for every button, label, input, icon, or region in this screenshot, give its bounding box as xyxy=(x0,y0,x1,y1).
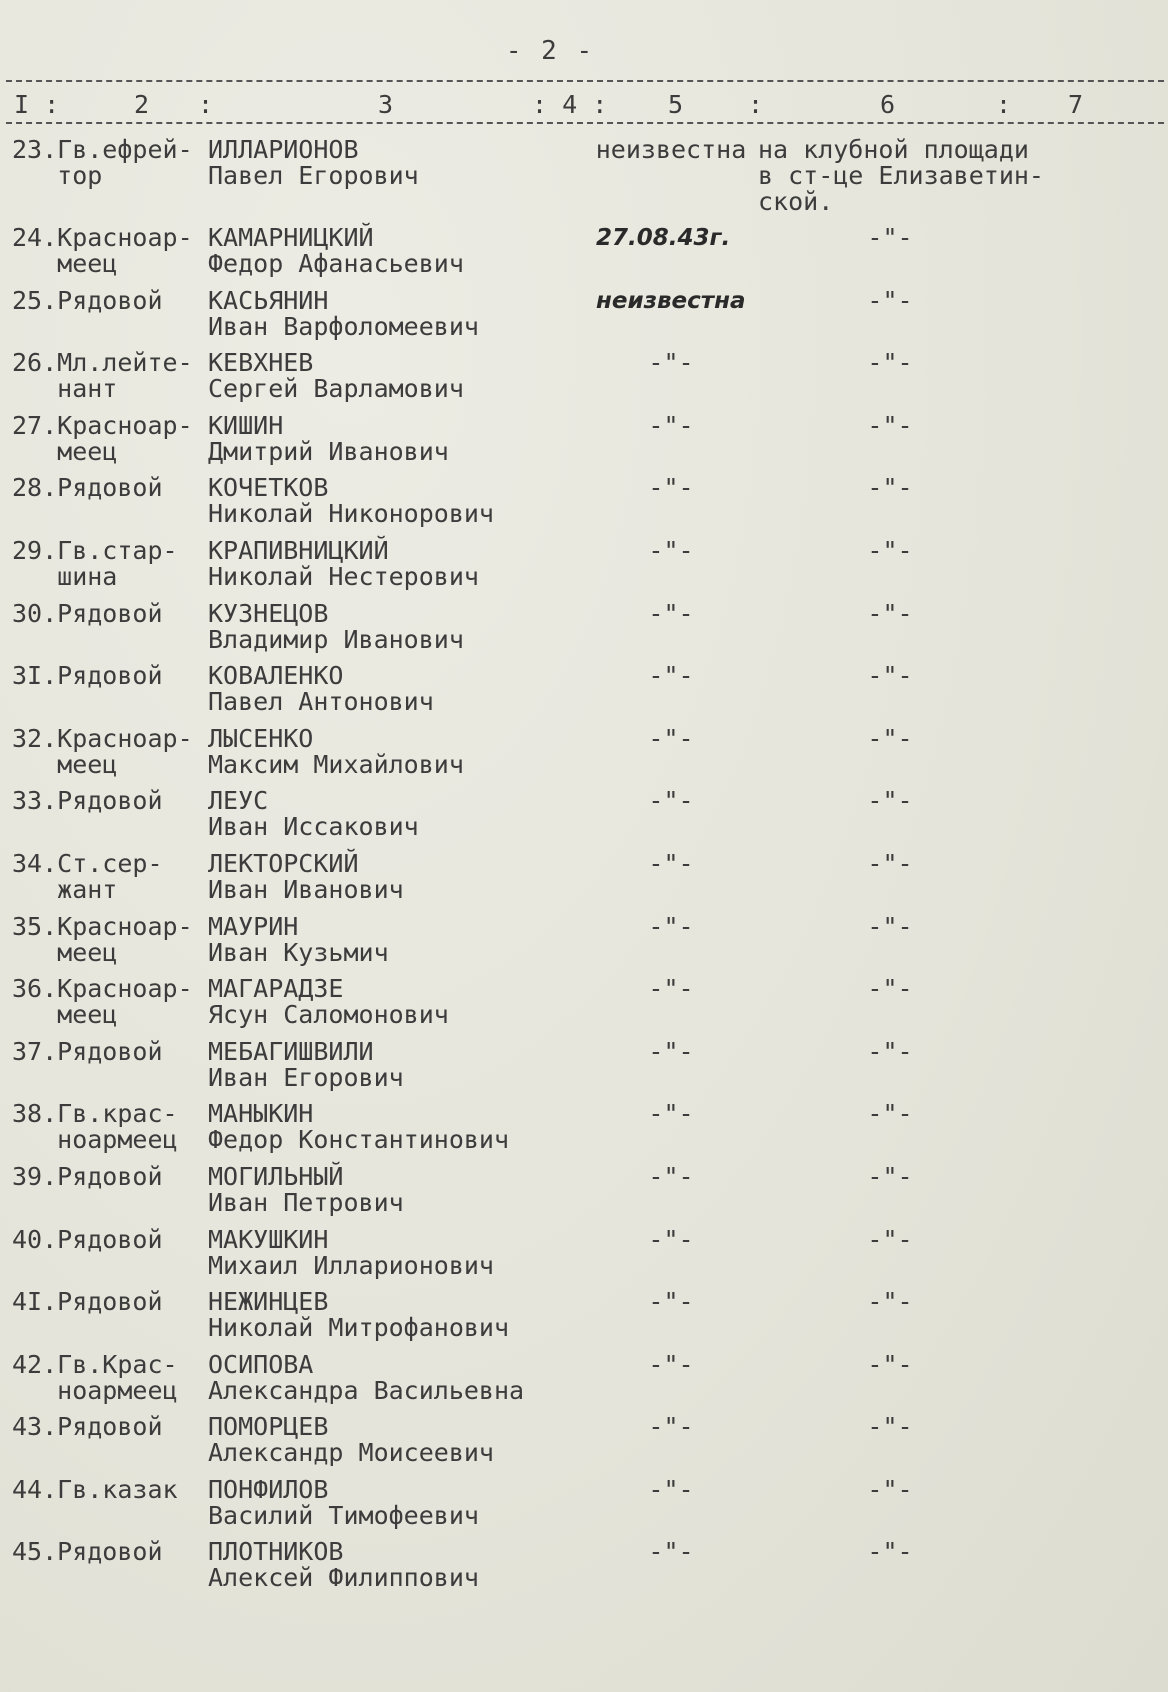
table-row xyxy=(0,598,1168,664)
rank-cell: 23.Гв.ефрей- тор xyxy=(12,135,193,190)
burial-place-cell: -"- xyxy=(867,1161,913,1191)
burial-place-cell: -"- xyxy=(867,473,913,503)
rank-cell: 25.Рядовой xyxy=(12,285,163,315)
date-cell: -"- xyxy=(648,911,694,941)
date-cell: неизвестна xyxy=(595,135,747,164)
date-cell: -"- xyxy=(648,348,694,378)
name-cell: МЕБАГИШВИЛИ Иван Егорович xyxy=(208,1036,404,1092)
date-cell: -"- xyxy=(648,1287,694,1317)
name-cell: МАНЫКИН Федор Константинович xyxy=(208,1099,510,1155)
rank-cell: 43.Рядовой xyxy=(12,1412,163,1442)
rank-cell: 24.Красноар- меец xyxy=(12,223,193,278)
table-row xyxy=(0,535,1168,601)
date-cell: -"- xyxy=(648,974,694,1004)
rank-cell: 36.Красноар- меец xyxy=(12,974,193,1030)
table-row xyxy=(0,911,1168,977)
name-cell: НЕЖИНЦЕВ Николай Митрофанович xyxy=(208,1287,510,1343)
table-row xyxy=(0,1036,1168,1102)
rank-cell: 3I.Рядовой xyxy=(12,661,163,691)
col-header-7: 7 xyxy=(1068,90,1084,119)
col-header-sep: : xyxy=(198,90,214,119)
name-cell: КУЗНЕЦОВ Владимир Иванович xyxy=(208,598,464,654)
rank-cell: 4I.Рядовой xyxy=(12,1287,163,1317)
burial-place-cell: -"- xyxy=(867,1474,913,1504)
table-row xyxy=(0,663,1168,726)
date-cell: -"- xyxy=(648,661,694,691)
date-cell: -"- xyxy=(648,1099,694,1129)
name-cell: КИШИН Дмитрий Иванович xyxy=(208,410,449,466)
rank-cell: 27.Красноар- меец xyxy=(12,410,193,466)
table-row xyxy=(0,1289,1168,1352)
rank-cell: 34.Ст.сер- жант xyxy=(12,848,163,904)
date-cell: -"- xyxy=(648,1474,694,1504)
rank-cell: 38.Гв.крас- ноармеец xyxy=(12,1099,178,1155)
name-cell: МАГАРАДЗЕ Ясун Саломонович xyxy=(208,974,449,1030)
rank-cell: 35.Красноар- меец xyxy=(12,911,193,967)
table-row xyxy=(0,848,1168,914)
rank-cell: 40.Рядовой xyxy=(12,1224,163,1254)
date-cell: -"- xyxy=(648,473,694,503)
table-row xyxy=(0,1161,1168,1227)
date-cell-handwritten: 27.08.43г. xyxy=(596,225,731,251)
date-cell-handwritten: неизвестна xyxy=(596,287,746,314)
date-cell: -"- xyxy=(648,1036,694,1066)
col-header-6: 6 xyxy=(880,90,896,119)
burial-place-cell: -"- xyxy=(867,348,913,378)
rank-cell: 33.Рядовой xyxy=(12,786,163,816)
rank-cell: 32.Красноар- меец xyxy=(12,723,193,779)
burial-place-cell: -"- xyxy=(867,1036,913,1066)
col-header-4: : 4 : xyxy=(532,90,608,119)
date-cell: -"- xyxy=(648,1412,694,1442)
name-cell: ОСИПОВА Александра Васильевна xyxy=(208,1349,525,1405)
burial-place-cell: -"- xyxy=(867,535,913,565)
table-row xyxy=(0,285,1168,351)
burial-place-cell: -"- xyxy=(867,723,913,753)
date-cell: -"- xyxy=(648,1537,694,1567)
date-cell: -"- xyxy=(648,410,694,440)
table-row xyxy=(0,1414,1168,1477)
col-header-3: 3 xyxy=(378,90,394,119)
table-row xyxy=(0,475,1168,538)
burial-place-cell: -"- xyxy=(867,848,913,878)
rank-cell: 39.Рядовой xyxy=(12,1161,163,1191)
table-row xyxy=(0,788,1168,851)
rank-cell: 28.Рядовой xyxy=(12,473,163,503)
col-header-sep: : xyxy=(996,90,1012,119)
name-cell: КОЧЕТКОВ Николай Никонорович xyxy=(208,473,494,529)
table-row xyxy=(0,1349,1168,1415)
name-cell: КРАПИВНИЦКИЙ Николай Нестерович xyxy=(208,535,479,591)
rank-cell: 44.Гв.казак xyxy=(12,1474,178,1504)
name-cell: ИЛЛАРИОНОВ Павел Егорович xyxy=(208,135,419,190)
table-row xyxy=(0,1101,1168,1164)
table-row xyxy=(0,137,1168,225)
burial-place-cell: -"- xyxy=(867,786,913,816)
name-cell: КАМАРНИЦКИЙ Федор Афанасьевич xyxy=(208,223,464,278)
burial-place-cell: -"- xyxy=(867,1224,913,1254)
name-cell: ЛЕКТОРСКИЙ Иван Иванович xyxy=(208,848,404,904)
burial-place-cell: -"- xyxy=(867,911,913,941)
table-row xyxy=(0,350,1168,413)
name-cell: МАУРИН Иван Кузьмич xyxy=(208,911,389,967)
col-header-2: 2 xyxy=(134,90,150,119)
burial-place-cell: -"- xyxy=(867,974,913,1004)
rank-cell: 42.Гв.Крас- ноармеец xyxy=(12,1349,178,1405)
name-cell: ПЛОТНИКОВ Алексей Филиппович xyxy=(208,1537,479,1593)
name-cell: ЛЕУС Иван Иссакович xyxy=(208,786,419,842)
burial-place-cell: -"- xyxy=(867,1537,913,1567)
burial-place-cell: -"- xyxy=(867,285,913,315)
col-header-5: 5 xyxy=(668,90,684,119)
burial-place-cell: -"- xyxy=(867,223,913,252)
name-cell: ПОНФИЛОВ Василий Тимофеевич xyxy=(208,1474,479,1530)
burial-place-cell: -"- xyxy=(867,1099,913,1129)
records-table xyxy=(0,137,1168,1602)
rank-cell: 30.Рядовой xyxy=(12,598,163,628)
header-top-rule xyxy=(6,80,1164,82)
date-cell: -"- xyxy=(648,848,694,878)
rank-cell: 29.Гв.стар- шина xyxy=(12,535,178,591)
rank-cell: 45.Рядовой xyxy=(12,1537,163,1567)
date-cell: -"- xyxy=(648,535,694,565)
table-row xyxy=(0,1474,1168,1540)
col-header-1: I : xyxy=(14,90,60,119)
name-cell: МАКУШКИН Михаил Илларионович xyxy=(208,1224,494,1280)
date-cell: -"- xyxy=(648,1224,694,1254)
table-row xyxy=(0,225,1168,288)
table-row xyxy=(0,1224,1168,1290)
name-cell: КЕВХНЕВ Сергей Варламович xyxy=(208,348,464,404)
header-bottom-rule xyxy=(6,122,1164,124)
date-cell: -"- xyxy=(648,598,694,628)
name-cell: КОВАЛЕНКО Павел Антонович xyxy=(208,661,434,717)
column-header-row xyxy=(0,90,1168,124)
table-row xyxy=(0,1539,1168,1602)
name-cell: ЛЫСЕНКО Максим Михайлович xyxy=(208,723,464,779)
date-cell: -"- xyxy=(648,1161,694,1191)
burial-place-cell: -"- xyxy=(867,1349,913,1379)
burial-place-cell: -"- xyxy=(867,598,913,628)
burial-place-cell: -"- xyxy=(867,1287,913,1317)
page-number: - 2 - xyxy=(505,36,595,66)
date-cell: -"- xyxy=(648,1349,694,1379)
table-row xyxy=(0,723,1168,789)
rank-cell: 37.Рядовой xyxy=(12,1036,163,1066)
name-cell: МОГИЛЬНЫЙ Иван Петрович xyxy=(208,1161,404,1217)
rank-cell: 26.Мл.лейте- нант xyxy=(12,348,193,404)
burial-place-cell: -"- xyxy=(867,1412,913,1442)
date-cell: -"- xyxy=(648,786,694,816)
date-cell: -"- xyxy=(648,723,694,753)
burial-place-cell: на клубной площади в ст-це Елизаветин- ской. xyxy=(758,135,1044,216)
table-row xyxy=(0,976,1168,1039)
name-cell: КАСЬЯНИН Иван Варфоломеевич xyxy=(208,285,479,341)
burial-place-cell: -"- xyxy=(867,410,913,440)
burial-place-cell: -"- xyxy=(867,661,913,691)
col-header-sep: : xyxy=(748,90,764,119)
table-row xyxy=(0,410,1168,476)
name-cell: ПОМОРЦЕВ Александр Моисеевич xyxy=(208,1412,494,1468)
